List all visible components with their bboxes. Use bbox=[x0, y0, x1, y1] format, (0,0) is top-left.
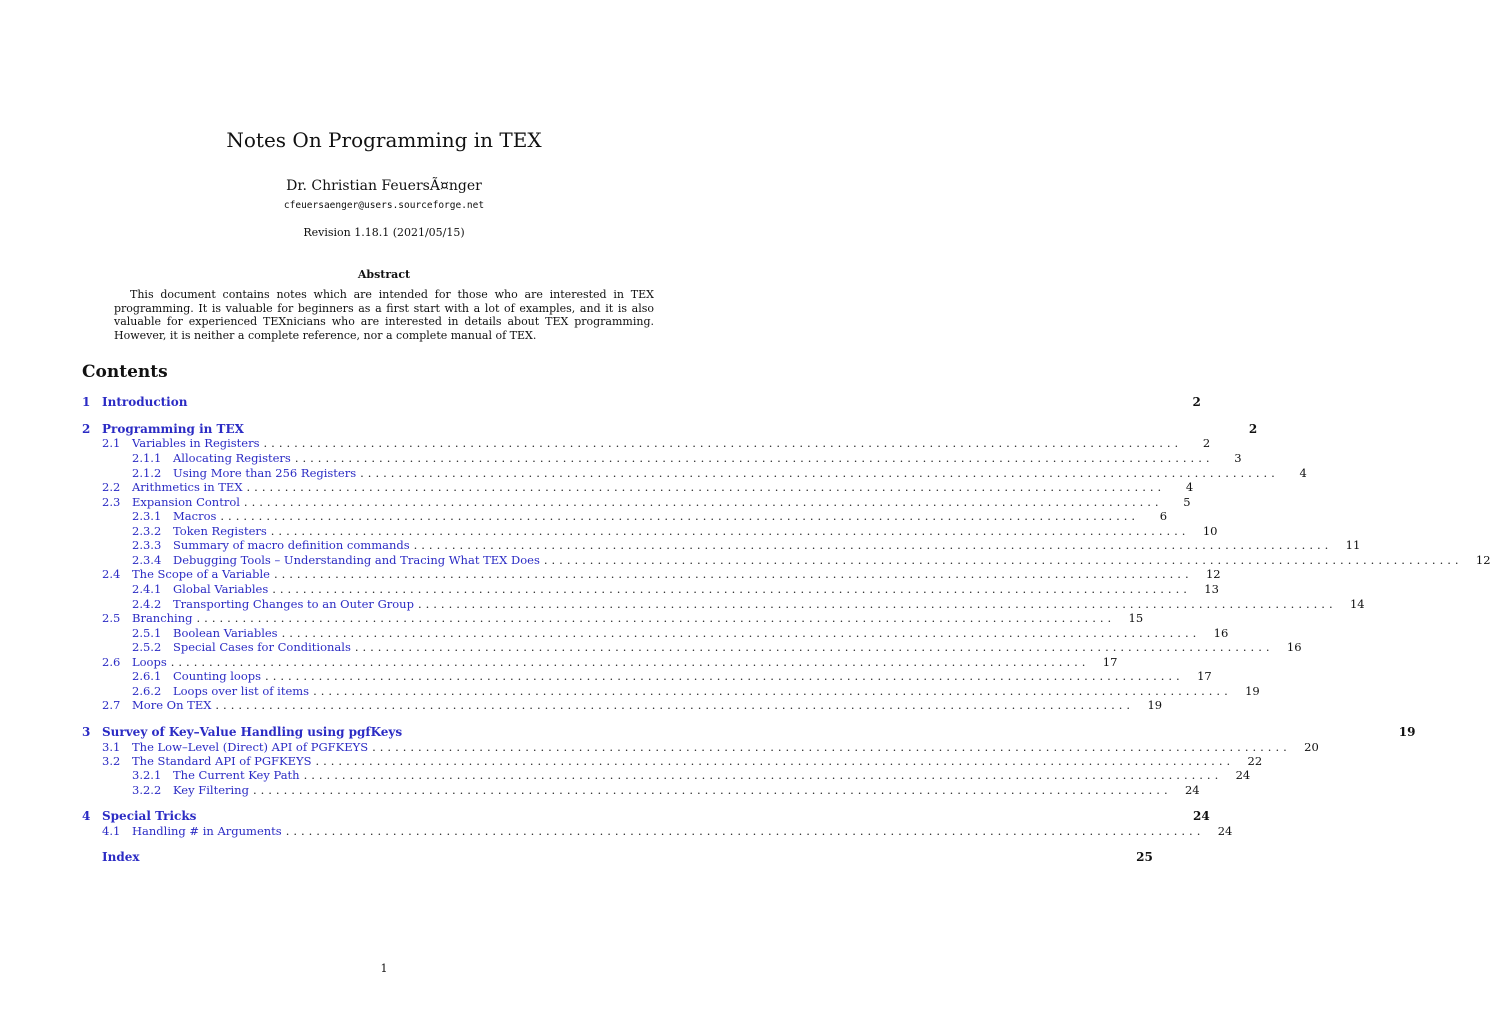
toc-dot-leader: ........................................................................................................................ bbox=[273, 567, 1193, 581]
toc-entry-page: 25 bbox=[1136, 850, 1153, 864]
toc-entry-number: 3 bbox=[82, 725, 91, 739]
toc-dot-leader: ........................................................................................................................ bbox=[246, 480, 1166, 494]
toc-entry-link[interactable]: Variables in Registers bbox=[132, 436, 260, 450]
toc-entry[interactable] bbox=[82, 640, 1302, 654]
toc-entry-number: 2.6 bbox=[102, 655, 121, 669]
toc-entry-link[interactable]: Counting loops bbox=[173, 669, 262, 683]
toc-entry-page: 6 bbox=[1159, 509, 1168, 523]
toc-entry-number: 3.2 bbox=[102, 754, 121, 768]
toc-entry[interactable] bbox=[82, 451, 1242, 465]
contents-heading: Contents bbox=[82, 362, 168, 382]
toc-entry-page: 10 bbox=[1202, 524, 1218, 538]
toc-entry-page: 2 bbox=[1192, 395, 1201, 409]
toc-entry-page: 4 bbox=[1185, 480, 1194, 494]
toc-entry-page: 19 bbox=[1398, 725, 1416, 739]
toc-dot-leader: ........................................................................................................................ bbox=[252, 783, 1172, 797]
toc-entry-page: 24 bbox=[1193, 809, 1210, 823]
toc-entry-number: 4 bbox=[82, 809, 91, 823]
toc-dot-leader: ........................................................................................................................ bbox=[272, 582, 1191, 596]
toc-entry-number: 2.5.2 bbox=[132, 640, 162, 654]
toc-entry-link[interactable]: Special Cases for Conditionals bbox=[173, 640, 351, 654]
toc-entry-link[interactable]: Handling # in Arguments bbox=[132, 824, 282, 838]
toc-entry-page: 24 bbox=[1184, 783, 1200, 797]
revision-line: Revision 1.18.1 (2021/05/15) bbox=[303, 226, 465, 239]
toc-entry-page: 17 bbox=[1102, 655, 1118, 669]
toc-entry[interactable] bbox=[82, 582, 1219, 596]
toc-entry-link[interactable]: Branching bbox=[132, 611, 193, 625]
toc-entry-page: 15 bbox=[1128, 611, 1144, 625]
toc-entry-number: 2.4.2 bbox=[132, 597, 162, 611]
toc-entry[interactable] bbox=[82, 538, 1361, 552]
toc-entry-link[interactable]: Survey of Key–Value Handling using pgfKeys bbox=[102, 725, 403, 739]
toc-entry-link[interactable]: Global Variables bbox=[173, 582, 269, 596]
toc-entry-number: 2.7 bbox=[102, 698, 121, 712]
toc-entry-link[interactable]: Special Tricks bbox=[102, 809, 197, 823]
toc-entry[interactable] bbox=[82, 754, 1263, 768]
toc-entry-number: 2.6.2 bbox=[132, 684, 162, 698]
toc-entry-link[interactable]: Boolean Variables bbox=[173, 626, 278, 640]
toc-dot-leader: ........................................................................................................................ bbox=[281, 626, 1201, 640]
toc-dot-leader: ........................................................................................................................ bbox=[243, 495, 1163, 509]
toc-entry-page: 2 bbox=[1248, 422, 1258, 436]
toc-entry-page: 22 bbox=[1247, 754, 1263, 768]
toc-entry-page: 14 bbox=[1349, 597, 1365, 611]
document-title: Notes On Programming in TEX bbox=[226, 128, 542, 152]
toc-entry-link[interactable]: Index bbox=[102, 850, 140, 864]
toc-entry[interactable] bbox=[82, 655, 1118, 669]
toc-entry[interactable] bbox=[82, 524, 1218, 538]
toc-entry[interactable] bbox=[82, 768, 1251, 782]
toc-entry[interactable] bbox=[82, 422, 1258, 436]
toc-entry-page: 16 bbox=[1213, 626, 1229, 640]
toc-entry-page: 24 bbox=[1235, 768, 1251, 782]
toc-entry[interactable] bbox=[82, 740, 1319, 754]
toc-entry-number: 2.1.2 bbox=[132, 466, 162, 480]
toc-entry-number: 2.2 bbox=[102, 480, 121, 494]
toc-entry[interactable] bbox=[82, 466, 1307, 480]
toc-entry-number: 2.3.4 bbox=[132, 553, 162, 567]
toc-entry-link[interactable]: Debugging Tools – Understanding and Tracing What TEX Does bbox=[173, 553, 540, 567]
toc-entry[interactable] bbox=[82, 611, 1144, 625]
toc-entry-link[interactable]: Programming in TEX bbox=[102, 422, 244, 436]
toc-dot-leader: ........................................................................................................................ bbox=[215, 698, 1135, 712]
toc-entry-page: 17 bbox=[1197, 669, 1212, 683]
toc-entry-number: 2 bbox=[82, 422, 91, 436]
toc-entry[interactable] bbox=[82, 597, 1365, 611]
toc-dot-leader: ........................................................................................................................ bbox=[372, 740, 1291, 754]
toc-entry-link[interactable]: Using More than 256 Registers bbox=[173, 466, 357, 480]
toc-entry-page: 19 bbox=[1245, 684, 1260, 698]
toc-dot-leader: ........................................................................................................................ bbox=[354, 640, 1274, 654]
toc-entry[interactable] bbox=[82, 395, 1201, 409]
toc-dot-leader: ........................................................................................................................ bbox=[265, 669, 1184, 683]
toc-entry-number: 2.4.1 bbox=[132, 582, 162, 596]
toc-entry-number: 2.3.2 bbox=[132, 524, 162, 538]
toc-entry-number: 2.1.1 bbox=[132, 451, 162, 465]
toc-entry[interactable] bbox=[82, 824, 1233, 838]
toc-dot-leader: ........................................................................................................................ bbox=[196, 611, 1116, 625]
toc-dot-leader: ........................................................................................................................ bbox=[170, 655, 1090, 669]
abstract-heading: Abstract bbox=[357, 268, 411, 281]
toc-entry-number: 1 bbox=[82, 395, 91, 409]
toc-entry[interactable] bbox=[82, 480, 1194, 494]
toc-entry-link[interactable]: Token Registers bbox=[173, 524, 267, 538]
toc-dot-leader: ........................................................................................................................ bbox=[417, 597, 1337, 611]
toc-entry-link[interactable]: Loops bbox=[132, 655, 167, 669]
toc-dot-leader: ........................................................................................................................ bbox=[263, 436, 1183, 450]
table-of-contents bbox=[82, 380, 1491, 870]
toc-dot-leader: ........................................................................................................................ bbox=[543, 553, 1463, 567]
toc-entry-page: 20 bbox=[1304, 740, 1319, 754]
toc-entry-link[interactable]: More On TEX bbox=[132, 698, 212, 712]
toc-entry-link[interactable]: Introduction bbox=[102, 395, 188, 409]
toc-entry-number: 2.3.3 bbox=[132, 538, 162, 552]
toc-entry-link[interactable]: Transporting Changes to an Outer Group bbox=[173, 597, 414, 611]
toc-entry[interactable] bbox=[82, 725, 1416, 739]
toc-dot-leader: ........................................................................................................................ bbox=[270, 524, 1190, 538]
toc-entry[interactable] bbox=[82, 495, 1191, 509]
toc-entry-link[interactable]: Summary of macro definition commands bbox=[173, 538, 410, 552]
toc-dot-leader: ........................................................................................................................ bbox=[220, 509, 1140, 523]
toc-entry-page: 3 bbox=[1234, 451, 1242, 465]
toc-entry-page: 11 bbox=[1345, 538, 1361, 552]
toc-entry-number: 3.2.1 bbox=[132, 768, 162, 782]
toc-entry[interactable] bbox=[82, 850, 1153, 864]
author-email: cfeuersaenger@users.sourceforge.net bbox=[283, 200, 485, 211]
toc-entry[interactable] bbox=[82, 553, 1491, 567]
toc-entry-link[interactable]: The Standard API of PGFKEYS bbox=[132, 754, 312, 768]
toc-dot-leader: ........................................................................................................................ bbox=[315, 754, 1235, 768]
toc-entry-link[interactable]: The Low–Level (Direct) API of PGFKEYS bbox=[132, 740, 369, 754]
toc-entry-page: 16 bbox=[1286, 640, 1302, 654]
toc-entry-link[interactable]: Allocating Registers bbox=[173, 451, 291, 465]
toc-entry-number: 3.2.2 bbox=[132, 783, 162, 797]
toc-entry-link[interactable]: The Scope of a Variable bbox=[132, 567, 270, 581]
toc-entry-page: 2 bbox=[1202, 436, 1211, 450]
toc-entry-link[interactable]: Key Filtering bbox=[173, 783, 249, 797]
toc-entry-page: 12 bbox=[1205, 567, 1221, 581]
toc-entry[interactable] bbox=[82, 698, 1163, 712]
toc-dot-leader: ........................................................................................................................ bbox=[413, 538, 1333, 552]
toc-entry-number: 2.3.1 bbox=[132, 509, 162, 523]
toc-dot-leader: ........................................................................................................................ bbox=[360, 466, 1279, 480]
toc-entry-link[interactable]: The Current Key Path bbox=[173, 768, 300, 782]
toc-entry[interactable] bbox=[82, 809, 1210, 823]
toc-entry[interactable] bbox=[82, 567, 1221, 581]
toc-dot-leader: ........................................................................................................................ bbox=[303, 768, 1223, 782]
author-name: Dr. Christian FeuersÃ¤nger bbox=[286, 178, 482, 194]
toc-entry-link[interactable]: Loops over list of items bbox=[173, 684, 310, 698]
toc-entry-link[interactable]: Arithmetics in TEX bbox=[132, 480, 243, 494]
toc-entry[interactable] bbox=[82, 436, 1211, 450]
toc-dot-leader: ........................................................................................................................ bbox=[313, 684, 1232, 698]
toc-entry-number: 2.4 bbox=[102, 567, 121, 581]
toc-entry[interactable] bbox=[82, 669, 1212, 683]
toc-entry-number: 2.1 bbox=[102, 436, 121, 450]
toc-entry[interactable] bbox=[82, 783, 1200, 797]
toc-entry-number: 4.1 bbox=[102, 824, 121, 838]
toc-entry[interactable] bbox=[82, 684, 1260, 698]
toc-entry-number: 2.3 bbox=[102, 495, 121, 509]
toc-entry[interactable] bbox=[82, 626, 1229, 640]
toc-entry[interactable] bbox=[82, 509, 1168, 523]
toc-entry-number: 3.1 bbox=[102, 740, 121, 754]
toc-dot-leader: ........................................................................................................................ bbox=[285, 824, 1205, 838]
toc-entry-page: 24 bbox=[1217, 824, 1233, 838]
abstract-body: This document contains notes which are intended for those who are interested in TEX programming. It is valuable for beginners as a first start with a lot of examples, and it is also valuable for experienced TEXnicians who are interested in details about TEX programming. However, it is neither a complete reference, nor a complete manual of TEX. bbox=[114, 288, 654, 342]
toc-entry-page: 13 bbox=[1204, 582, 1219, 596]
toc-entry-page: 19 bbox=[1147, 698, 1163, 712]
toc-entry-page: 5 bbox=[1183, 495, 1191, 509]
toc-dot-leader: ........................................................................................................................ bbox=[294, 451, 1214, 465]
page-number: 1 bbox=[380, 962, 388, 975]
toc-entry-page: 12 bbox=[1475, 553, 1491, 567]
toc-entry-link[interactable]: Expansion Control bbox=[132, 495, 240, 509]
toc-entry-number: 2.5 bbox=[102, 611, 121, 625]
toc-entry-link[interactable]: Macros bbox=[173, 509, 217, 523]
toc-entry-number: 2.5.1 bbox=[132, 626, 162, 640]
toc-entry-number: 2.6.1 bbox=[132, 669, 162, 683]
toc-entry-page: 4 bbox=[1299, 466, 1307, 480]
